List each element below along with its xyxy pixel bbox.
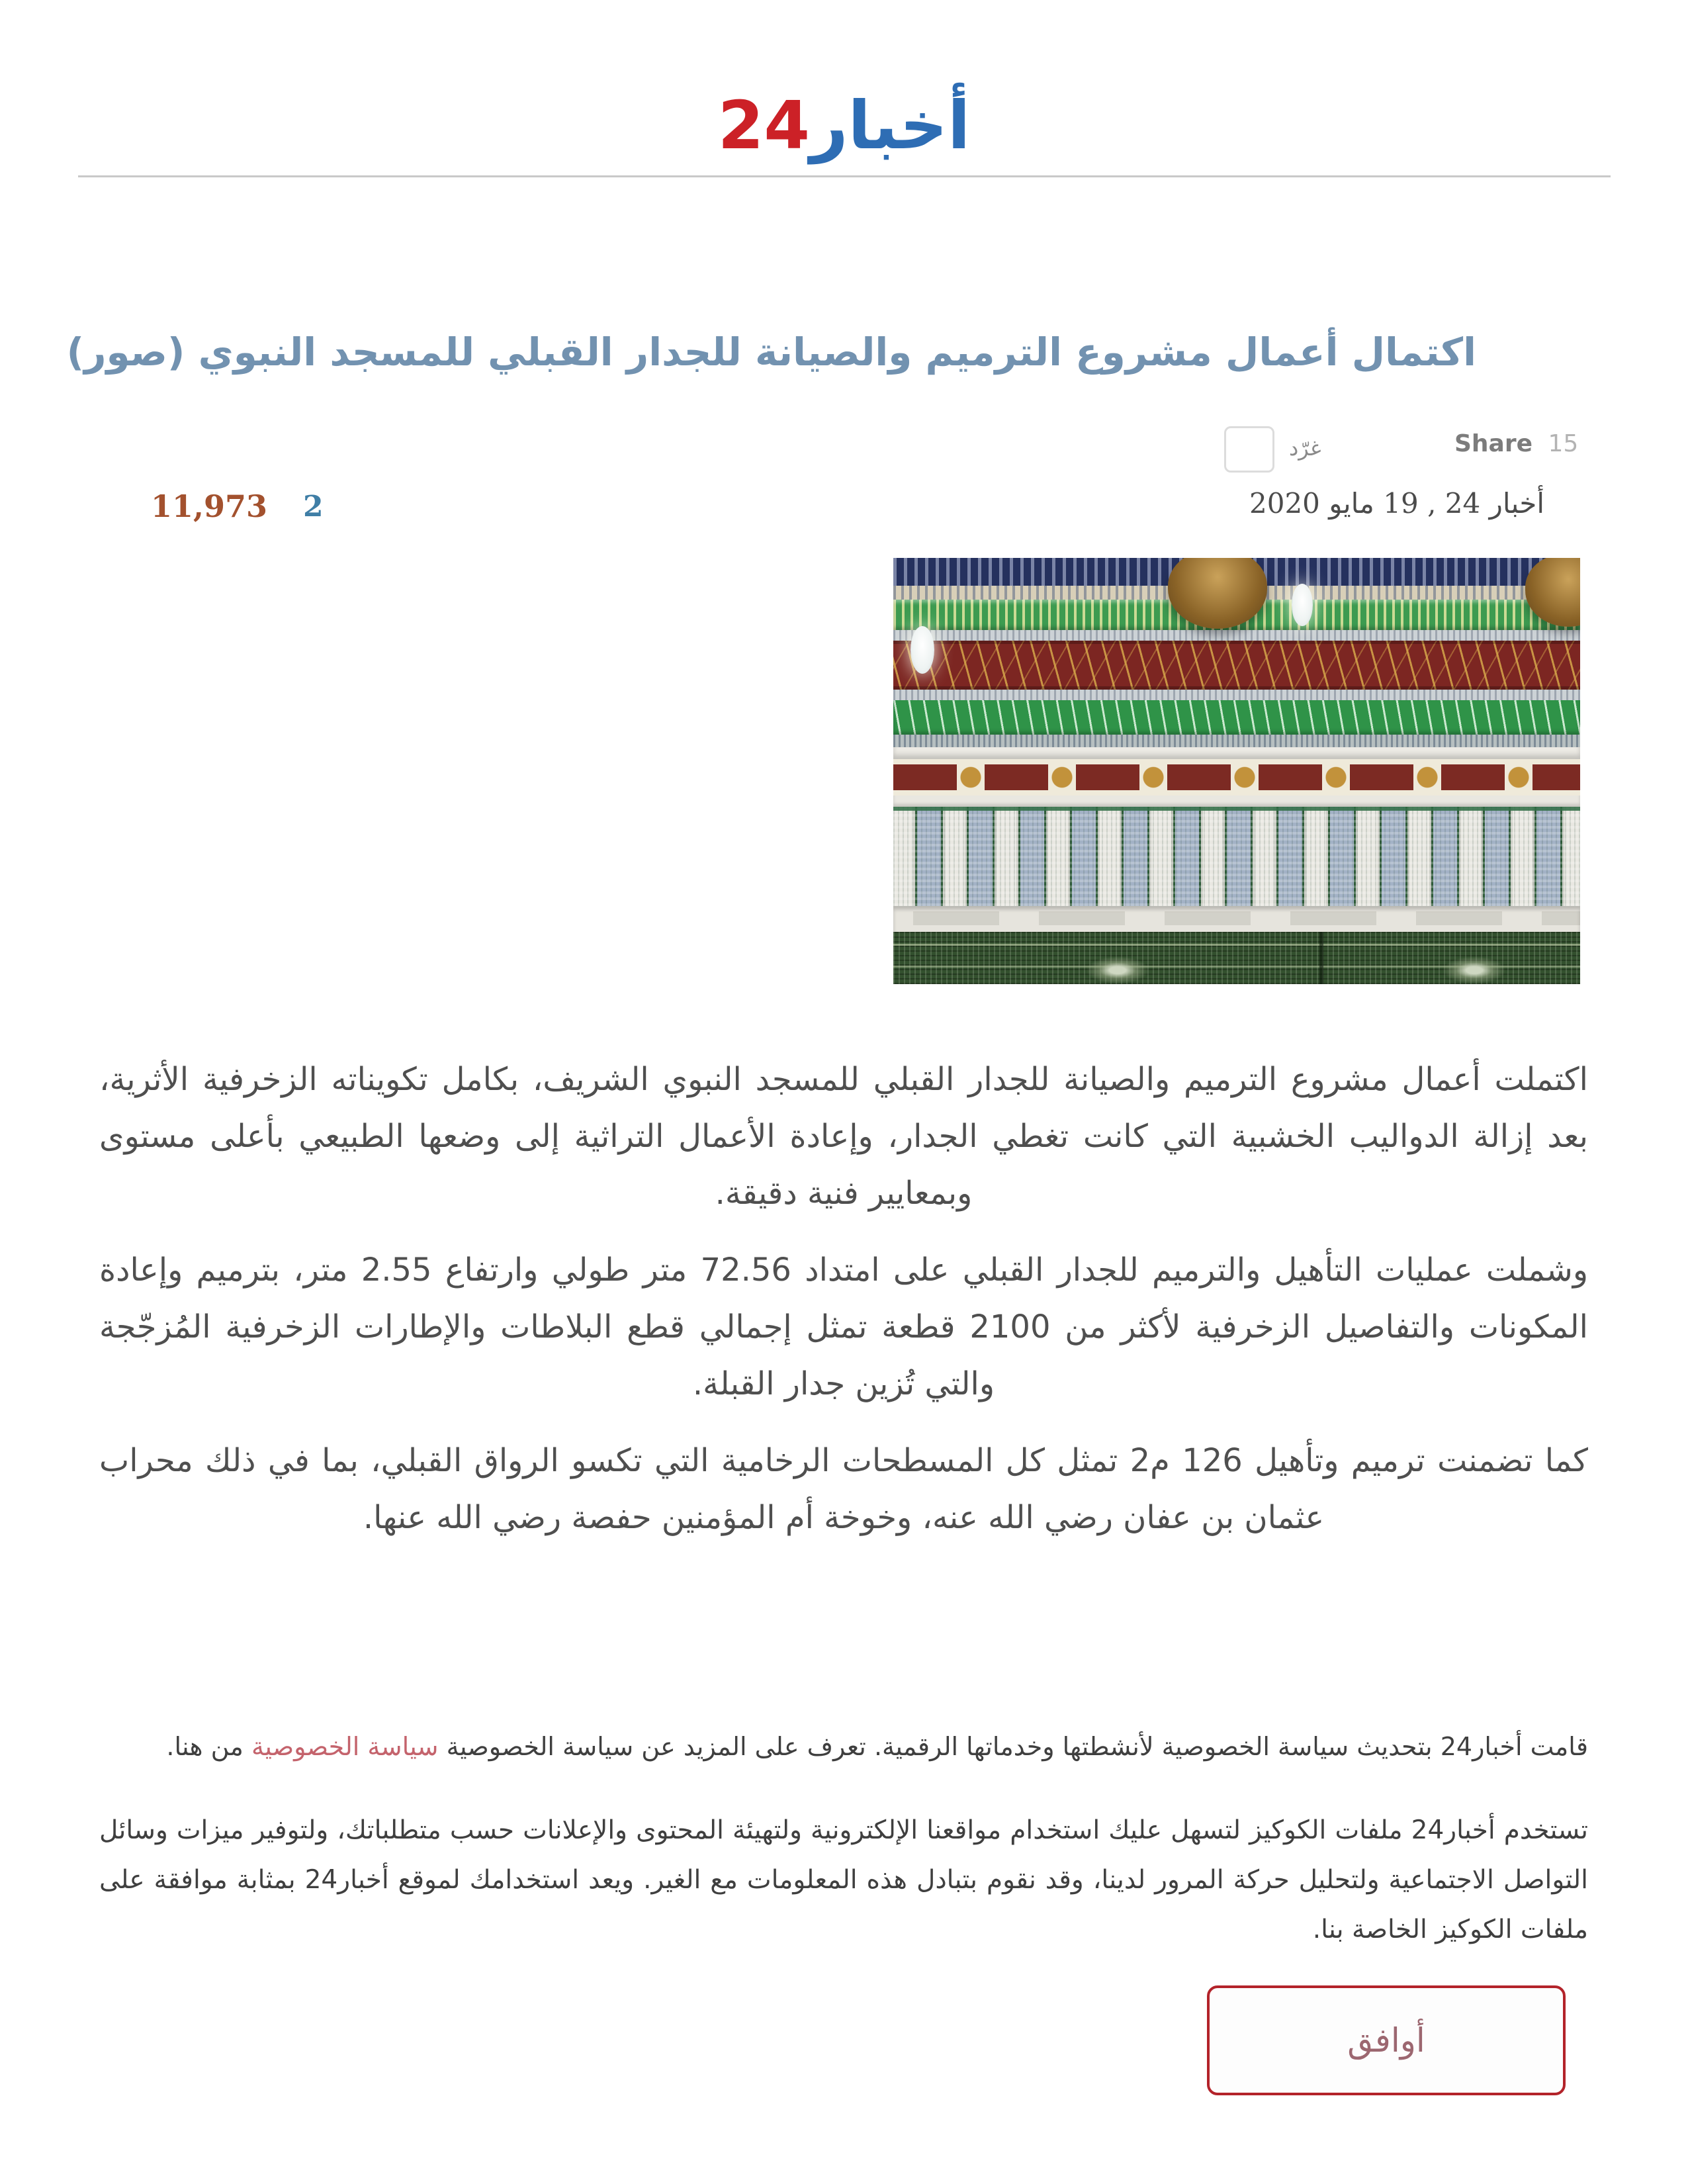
photo-band-speckled-frieze [893, 735, 1580, 747]
carpet-medallion-left [1086, 956, 1149, 984]
share-button[interactable] [1454, 430, 1578, 457]
share-count: 15 [1548, 430, 1579, 457]
views-count: 11,973 [151, 488, 268, 524]
cookie-notice: تستخدم أخبار24 ملفات الكوكيز لتسهل عليك استخدام مواقعنا الإلكترونية ولتهيئة المحتوى والإعلانات حسب متطلباتك، ولتوفير ميزات وسائل التواصل الاجتماعية ولتحليل حركة المرور لدينا، وقد نقوم بتبادل هذه المعلومات مع الغير. ويعد استخدامك لموقع أخبار24 بمثابة موافقة على ملفات الكوكيز الخاصة بنا. [99, 1815, 1588, 1944]
tweet-button[interactable]: غرّد [1289, 435, 1321, 461]
paragraph-2: وشملت عمليات التأهيل والترميم للجدار القبلي على امتداد 72.56 متر طولي وارتفاع 2.55 متر، بترميم وإعادة المكونات والتفاصيل الزخرفية لأكثر من 2100 قطعة تمثل إجمالي قطع البلاطات والإطارات الزخرفية المُزجّجة والتي تُزين جدار القبلة. [99, 1251, 1589, 1402]
article-title: اكتمال أعمال مشروع الترميم والصيانة للجدار القبلي للمسجد النبوي (صور) [66, 330, 1476, 375]
agree-button[interactable]: أوافق [1207, 1985, 1566, 2095]
photo-band-plaques-medallions [893, 759, 1580, 796]
privacy-notice-text: قامت أخبار24 بتحديث سياسة الخصوصية لأنشطتها وخدماتها الرقمية. تعرف على المزيد عن سياسة الخصوصية [446, 1732, 1588, 1761]
privacy-notice-suffix: من هنا. [166, 1732, 244, 1761]
comments-count[interactable]: 2 [303, 490, 324, 523]
hanging-lamp-icon [1292, 584, 1313, 626]
paragraph-3: كما تضمنت ترميم وتأهيل 126 م2 تمثل كل المسطحات الرخامية التي تكسو الرواق القبلي، بما في ذلك محراب عثمان بن عفان رضي الله عنه، وخوخة أم المؤمنين حفصة رضي الله عنها. [99, 1442, 1589, 1536]
privacy-policy-link[interactable]: سياسة الخصوصية [251, 1732, 439, 1761]
photo-band-mosaic-strip-1 [893, 630, 1580, 641]
article-photo-mosque-qibla-wall[interactable] [893, 558, 1580, 984]
share-label: Share [1454, 430, 1533, 457]
photo-band-marble-cornice [893, 747, 1580, 759]
article-body [99, 1051, 1588, 1566]
carpet-medallion-right [1443, 956, 1506, 984]
paragraph-1: اكتملت أعمال مشروع الترميم والصيانة للجدار القبلي للمسجد النبوي الشريف، بكامل تكويناته الزخرفية الأثرية، بعد إزالة الدواليب الخشبية التي كانت تغطي الجدار، وإعادة الأعمال التراثية إلى وضعها الطبيعي بأعلى مستوى وبمعايير فنية دقيقة. [99, 1061, 1588, 1212]
logo-text: أخبار [809, 87, 971, 164]
photo-band-maroon-calligraphy [893, 641, 1580, 690]
site-logo[interactable] [0, 87, 1688, 164]
photo-band-tile-panels-colonnade [893, 807, 1580, 905]
header-divider [78, 175, 1611, 177]
photo-band-green-calligraphy-lower [893, 700, 1580, 735]
photo-band-marble-ledge [893, 796, 1580, 807]
carpet-divider-line [1319, 932, 1323, 984]
carpet-border-line-1 [893, 944, 1580, 946]
privacy-notice [99, 1722, 1588, 1771]
share-embed-box[interactable] [1224, 426, 1274, 473]
photo-band-marble-base [893, 906, 1580, 932]
photo-band-mosaic-strip-2 [893, 690, 1580, 700]
logo-number: 24 [717, 87, 810, 164]
byline-source-date: أخبار 24 , 19 مايو 2020 [1249, 487, 1544, 520]
hanging-lamp-icon [911, 626, 934, 674]
